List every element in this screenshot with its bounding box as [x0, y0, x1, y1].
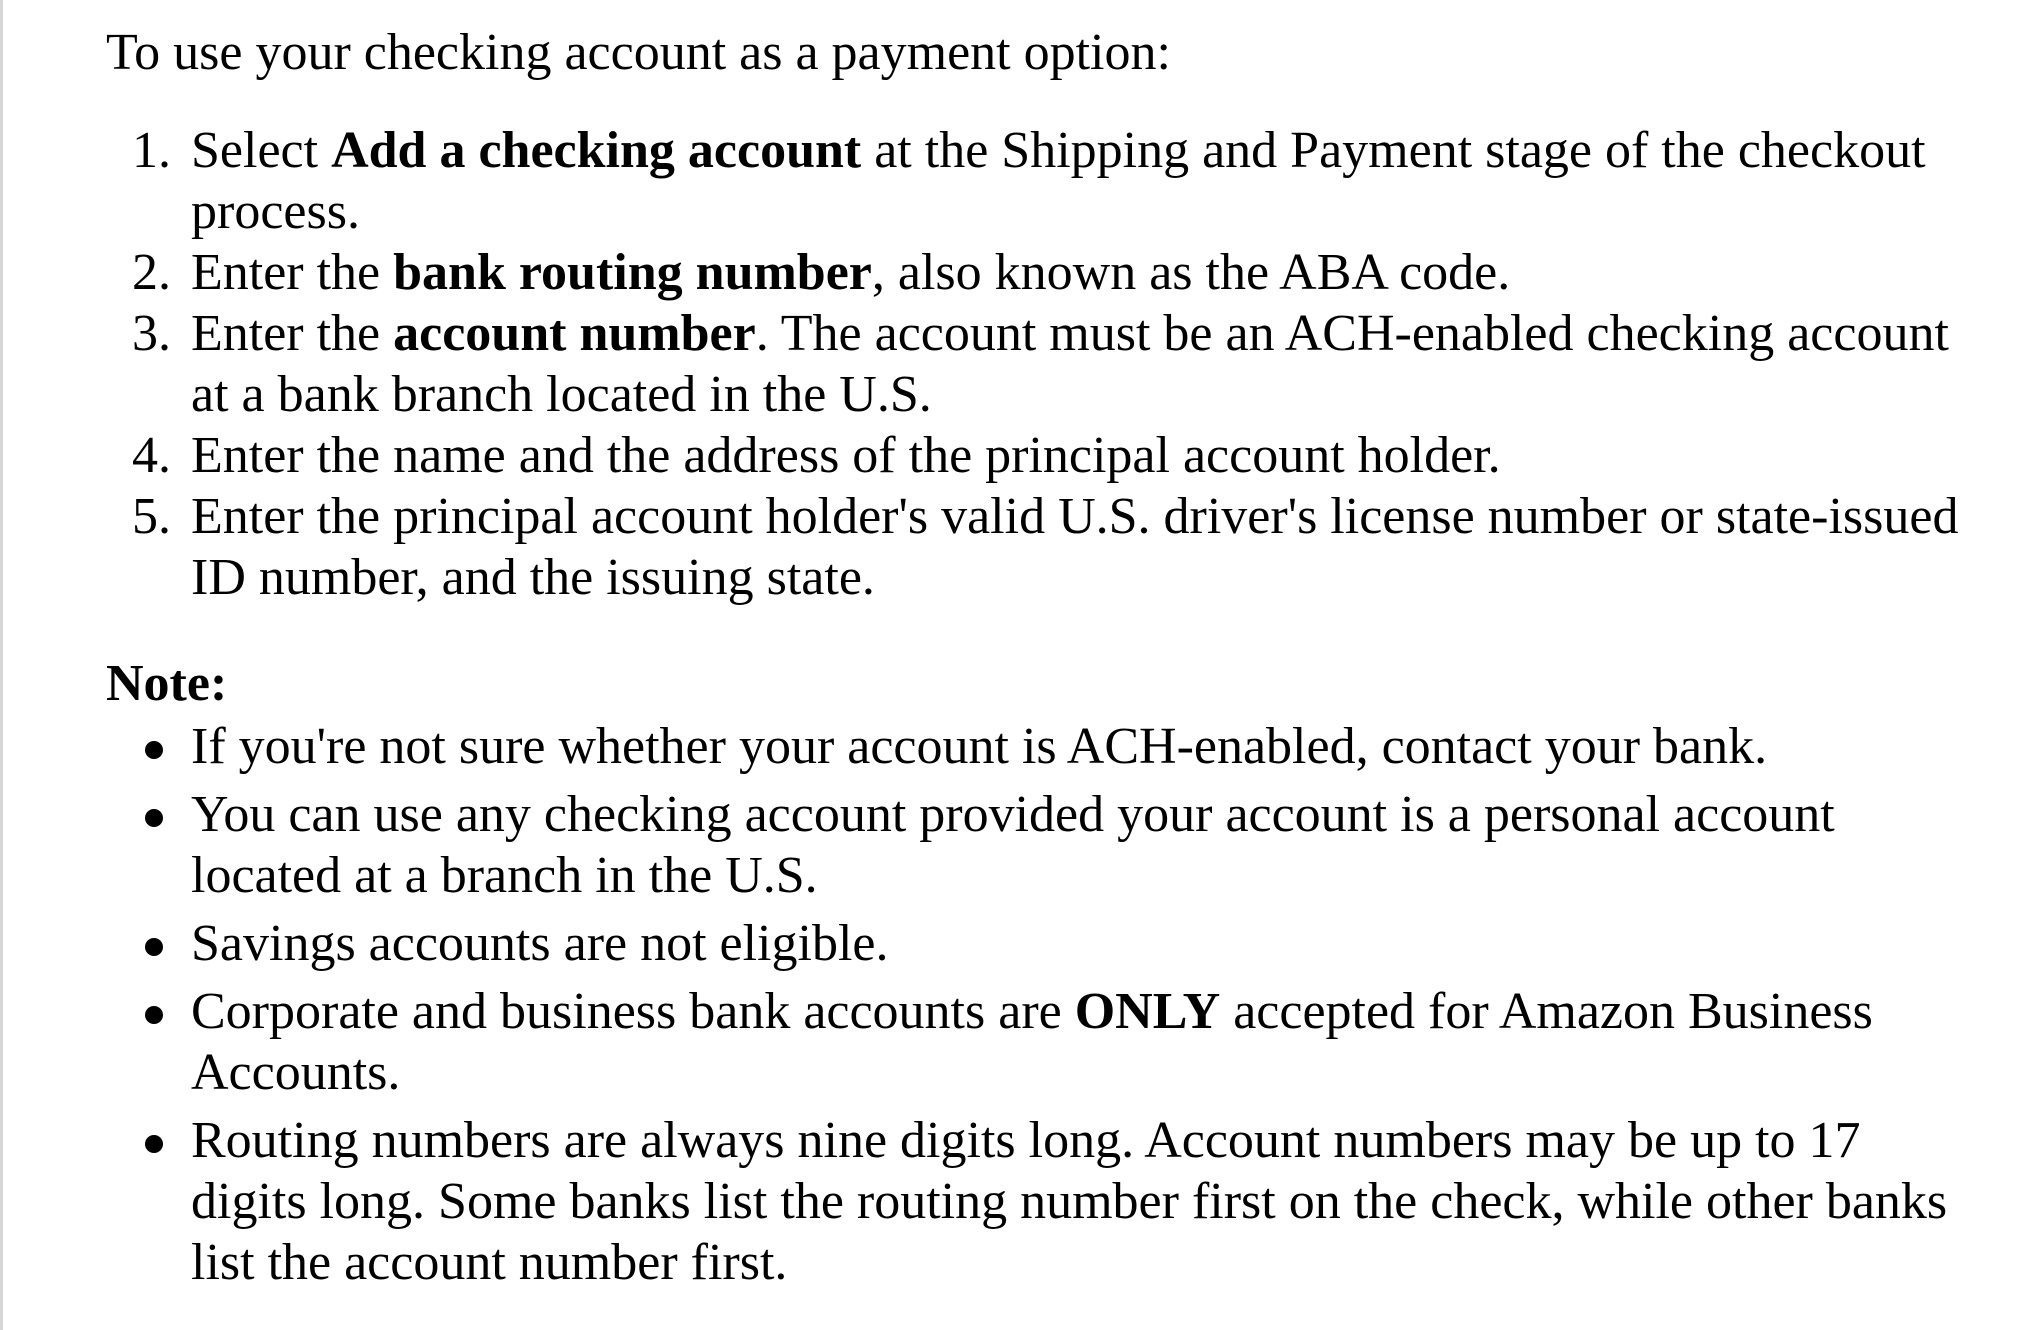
- step-number: 5.: [132, 488, 171, 545]
- steps-list: [106, 120, 1986, 608]
- step-number: 1.: [132, 122, 171, 179]
- step-keyword: Add a checking account: [331, 122, 862, 179]
- step-text: Enter the account number. The account must be an ACH-enabled checking account at a bank branch located in the U.S.: [191, 305, 1949, 423]
- note-item: [106, 913, 1986, 974]
- note-text: Corporate and business bank accounts are ONLY accepted for Amazon Business Accounts.: [191, 983, 1873, 1101]
- step-text: Enter the bank routing number, also known as the ABA code.: [191, 244, 1511, 301]
- step-text: Enter the name and the address of the principal account holder.: [191, 427, 1501, 484]
- note-keyword: ONLY: [1074, 983, 1221, 1040]
- left-border: [0, 0, 3, 1330]
- note-item: [106, 1110, 1986, 1293]
- step-text: Select Add a checking account at the Shipping and Payment stage of the checkout process.: [191, 122, 1926, 240]
- step-number: 2.: [132, 244, 171, 301]
- step-text: Enter the principal account holder's valid U.S. driver's license number or state-issued ID number, and the issuing state.: [191, 488, 1959, 606]
- step-number: 4.: [132, 427, 171, 484]
- note-text: If you're not sure whether your account is ACH-enabled, contact your bank.: [191, 718, 1768, 775]
- note-heading: Note:: [106, 655, 228, 712]
- intro-text: To use your checking account as a payment option:: [106, 24, 1171, 81]
- help-article: [106, 22, 1986, 1300]
- bullet-icon: [145, 809, 163, 827]
- bullet-icon: [145, 938, 163, 956]
- bullet-icon: [145, 741, 163, 759]
- bullet-icon: [145, 1006, 163, 1024]
- step-number: 3.: [132, 305, 171, 362]
- step-keyword: bank routing number: [393, 244, 872, 301]
- note-text: You can use any checking account provided your account is a personal account located at a branch in the U.S.: [191, 786, 1835, 904]
- note-item: [106, 981, 1986, 1103]
- note-text: Routing numbers are always nine digits long. Account numbers may be up to 17 digits long. Some banks list the routing number first on the check, while other banks list the account number first.: [191, 1112, 1948, 1291]
- step-item: [106, 303, 1986, 425]
- note-item: [106, 784, 1986, 906]
- note-item: [106, 716, 1986, 777]
- notes-list: [106, 716, 1986, 1293]
- note-text: Savings accounts are not eligible.: [191, 915, 889, 972]
- step-item: [106, 425, 1986, 486]
- bullet-icon: [145, 1135, 163, 1153]
- step-item: [106, 486, 1986, 608]
- step-keyword: account number: [393, 305, 756, 362]
- step-item: [106, 242, 1986, 303]
- step-item: [106, 120, 1986, 242]
